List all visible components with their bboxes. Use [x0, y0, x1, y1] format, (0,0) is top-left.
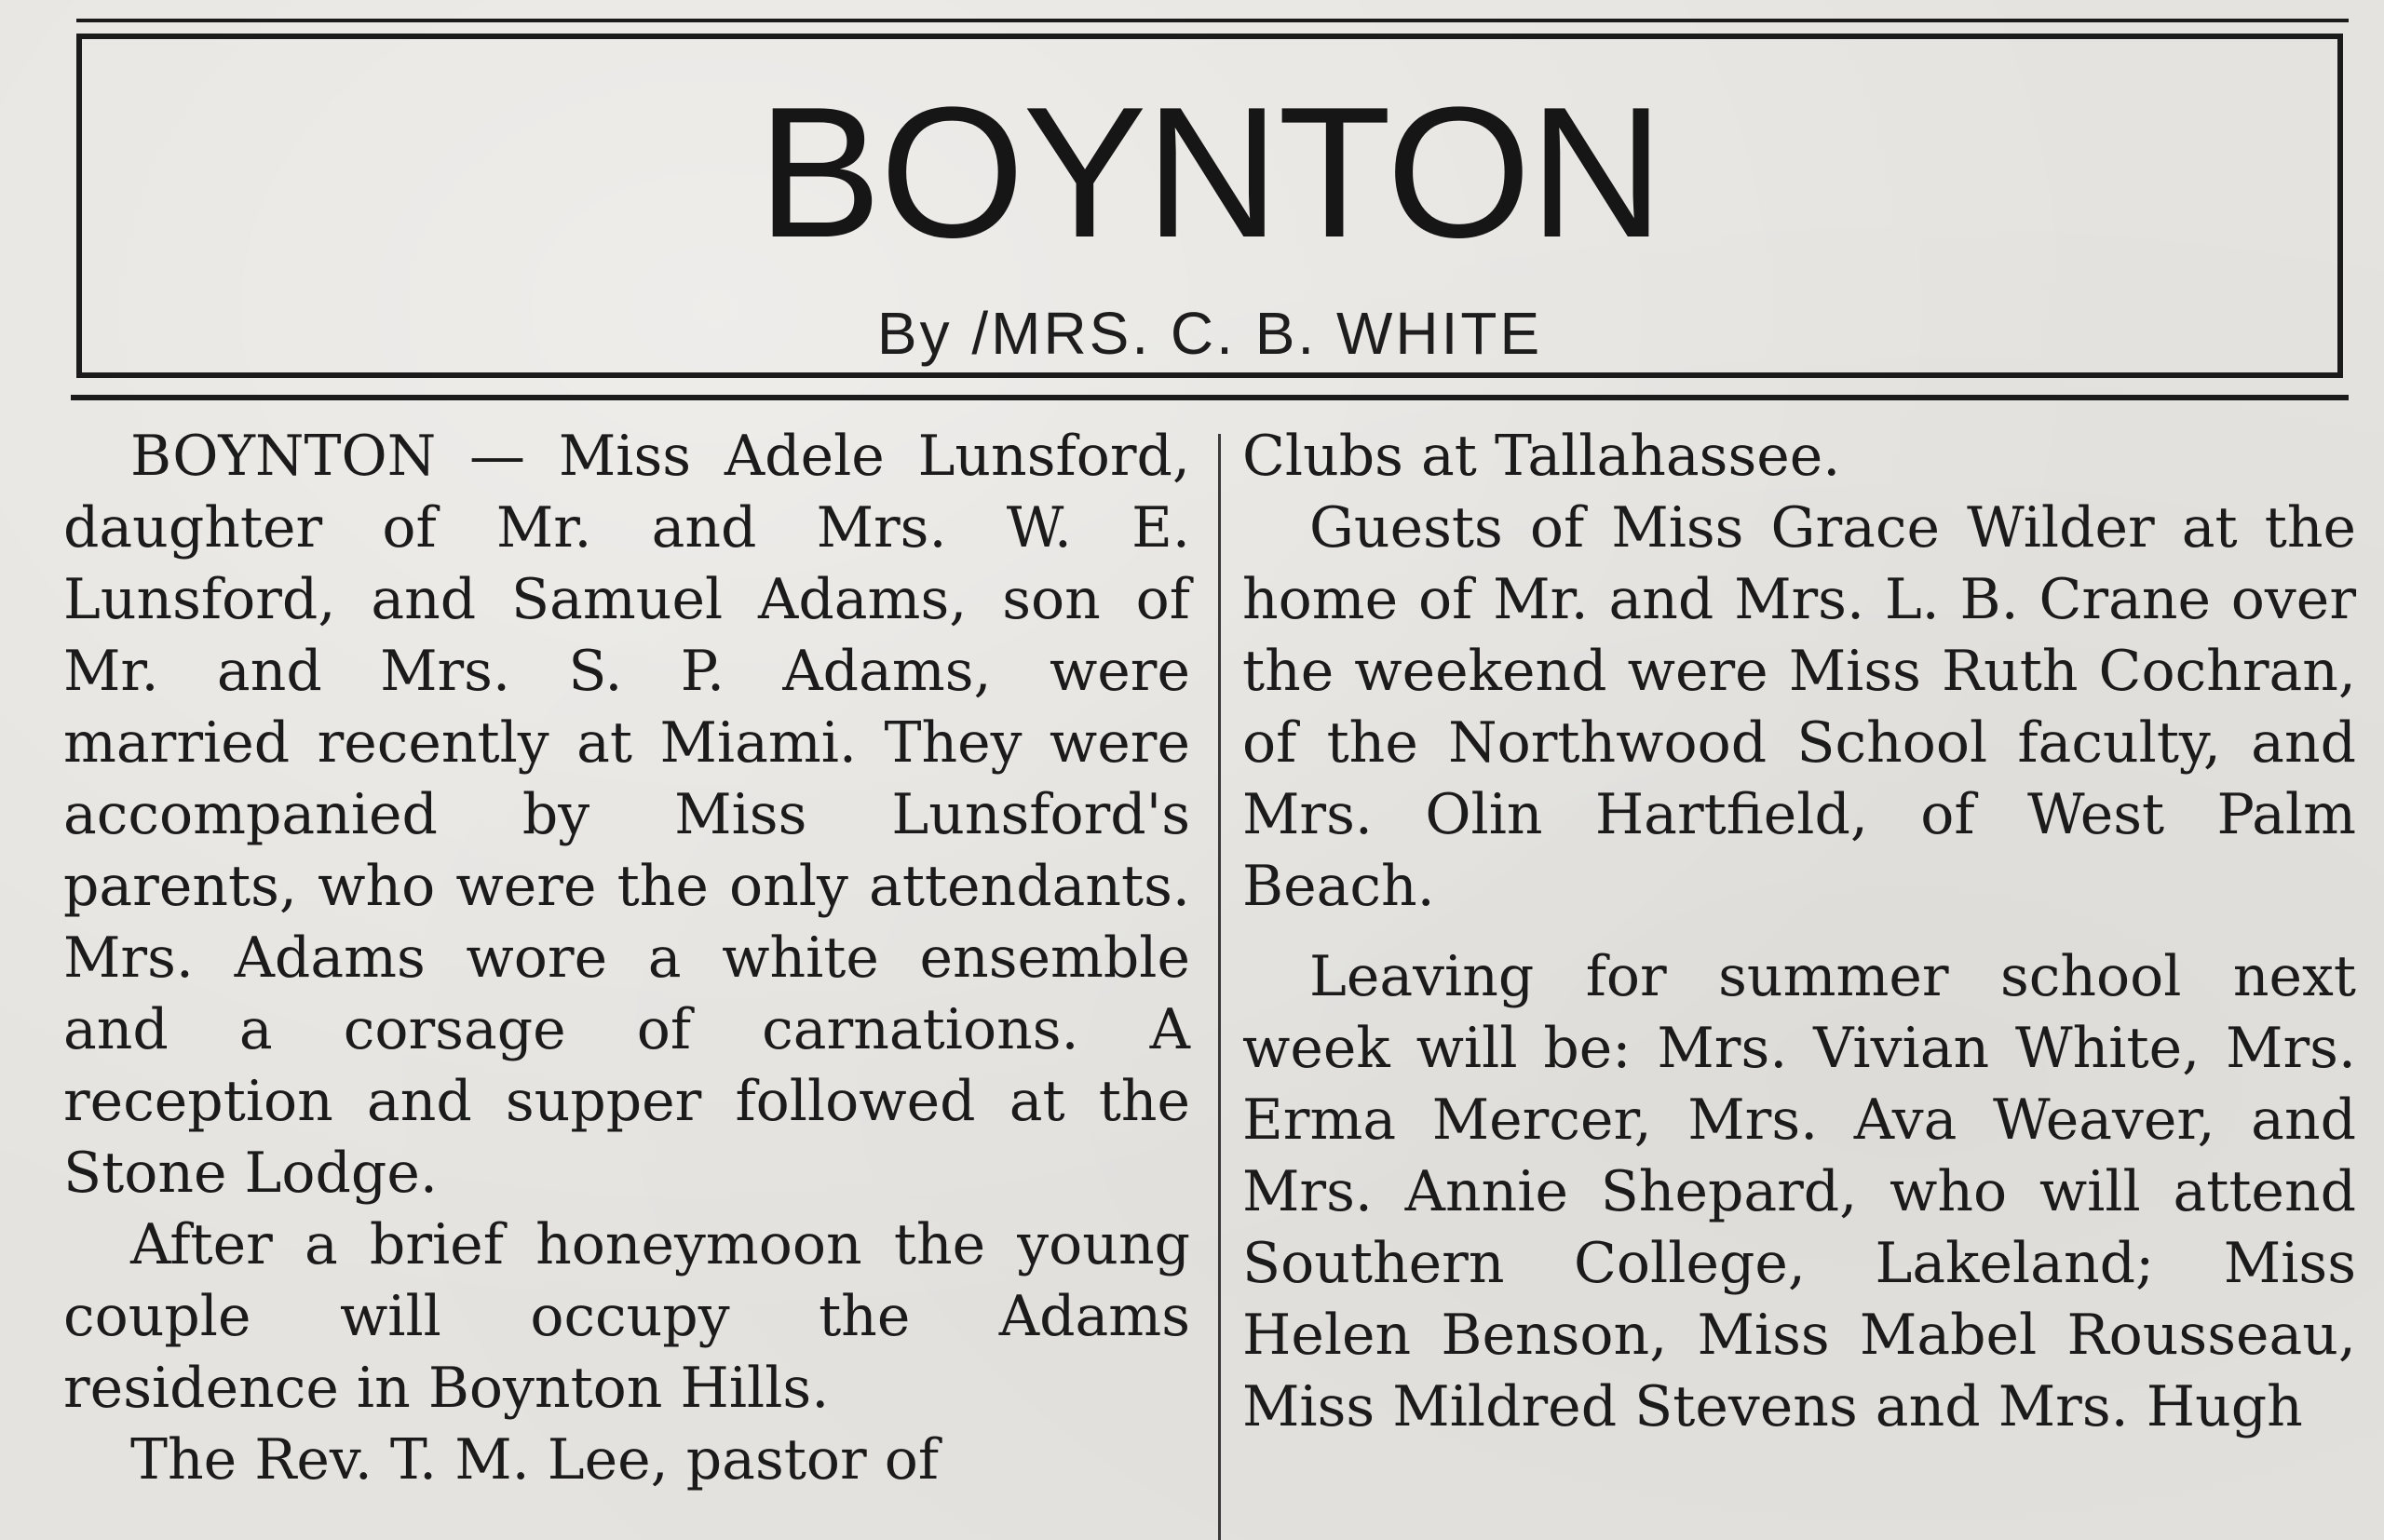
- article-paragraph: Clubs at Tallahassee.: [1242, 424, 1841, 489]
- article-paragraph: After a brief honeymoon the young couple will occupy the Adams residence in Boynton Hills.: [63, 1212, 1190, 1421]
- column-divider: [1218, 434, 1221, 1540]
- article-paragraph: The Rev. T. M. Lee, pastor of: [130, 1427, 940, 1493]
- headline-bottom-rule: [71, 395, 2349, 400]
- headline: BOYNTON: [757, 69, 1662, 277]
- top-rule: [76, 19, 2349, 22]
- article-column-left: [63, 421, 1190, 1496]
- byline: By /MRS. C. B. WHITE: [876, 300, 1543, 367]
- article-paragraph: BOYNTON — Miss Adele Lunsford, daughter of Mr. and Mrs. W. E. Lunsford, and Samuel Adams, son of Mr. and Mrs. S. P. Adams, were married recently at Miami. They were accompanied by Miss Lunsford's parents, who were the only attendants. Mrs. Adams wore a white ensemble and a corsage of carnations. A reception and supper followed at the Stone Lodge.: [63, 424, 1190, 1206]
- article-paragraph: Leaving for summer school next week will be: Mrs. Vivian White, Mrs. Erma Mercer, Mrs. Ava Weaver, and Mrs. Annie Shepard, who will attend Southern College, Lakeland; Miss Helen Benson, Miss Mabel Rousseau, Miss Mildred Stevens and Mrs. Hugh: [1242, 944, 2356, 1439]
- article-paragraph: Guests of Miss Grace Wilder at the home of Mr. and Mrs. L. B. Crane over the weekend were Miss Ruth Cochran, of the Northwood School faculty, and Mrs. Olin Hartfield, of West Palm Beach.: [1242, 495, 2356, 919]
- article-column-right: [1242, 421, 2356, 1443]
- headline-box: [76, 34, 2343, 378]
